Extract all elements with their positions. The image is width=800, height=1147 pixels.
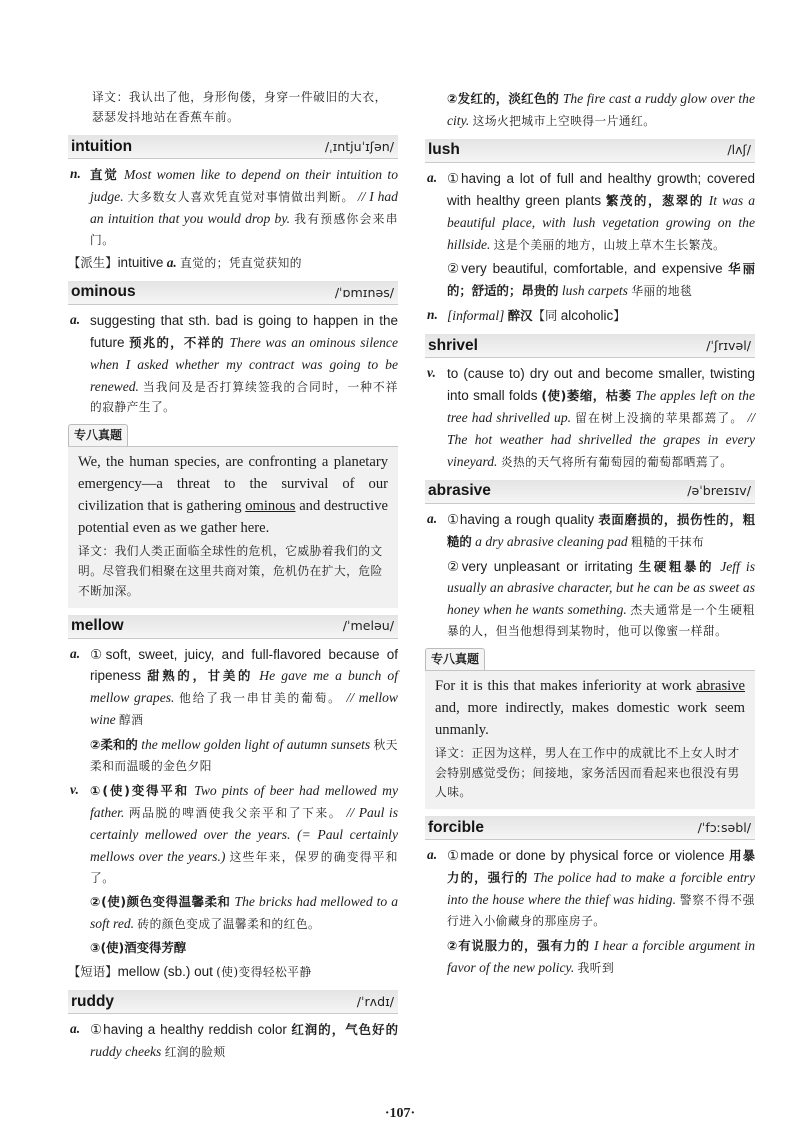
example: There was an ominous silence when I asked whether my contract was going to be renewed. <box>90 334 398 394</box>
continued-translation: 译文：我认出了他，身形佝偻，身穿一件破旧的大衣，瑟瑟发抖地站在香蕉车前。 <box>92 90 387 124</box>
entry-header-mellow <box>68 615 398 639</box>
definition-noun: n. 直觉 Most women like to depend on their intuition to judge. 大多数女人喜欢凭直觉对事情做出判断。 // I had an intuition that you would drop by. 我有预感你会来串门。 <box>70 166 398 248</box>
left-column <box>68 88 398 1063</box>
example: He gave me a bunch of mellow grapes. <box>90 668 398 706</box>
definition-adjective: a. suggesting that sth. bad is going to happen in the future 预兆的，不祥的 There was an ominous silence when I asked whether my contract was going to be renewed. 当我问及是否打算续签我的合同时，一种不祥的寂静产生了。 <box>70 311 398 415</box>
headword: mellow <box>71 616 124 634</box>
headword: ruddy <box>71 992 115 1010</box>
phrase: 【短语】mellow (sb.) out (使)变得轻松平静 <box>68 964 312 980</box>
part-of-speech: a. <box>70 311 81 327</box>
headword: shrivel <box>428 336 478 354</box>
exam-translation: 译文：正因为这样，男人在工作中的成就比不上女人时才会特别感觉受伤；间接地，家务活因而看起来也很没有男人味。 <box>435 745 740 800</box>
definition-verb-3: ③(使)酒变得芳醇 <box>90 940 187 956</box>
exam-label: 专八真题 <box>68 424 128 446</box>
headword: lush <box>428 141 460 159</box>
exam-box <box>425 670 755 809</box>
definition-adjective-1: a. ①having a lot of full and healthy growth; covered with healthy green plants 繁茂的，葱翠的 It was a beautiful place, with lush vegetation growing on the hillside. 这是个美丽的地方，山坡上草木生长繁茂。 <box>427 169 755 252</box>
part-of-speech: n. <box>427 307 438 323</box>
phonetic: /ˈrʌdɪ/ <box>356 993 394 1009</box>
exam-section <box>425 642 755 809</box>
entry-header-lush <box>425 139 755 163</box>
example-translation: 我有预感你会来串门。 <box>90 212 398 248</box>
part-of-speech: a. <box>427 510 438 526</box>
entry-header-forcible <box>425 816 755 840</box>
headword: intuition <box>71 137 133 155</box>
definition-noun: n. [informal] 醉汉【同 alcoholic】 <box>425 305 755 327</box>
definition-verb: v. to (cause to) dry out and become smaller, twisting into small folds (使)萎缩，枯萎 The apples left on the tree had shrivelled up. 留在树上没摘的苹果都蔫了。 // The hot weather had shrivelled the grapes in every vineyard. 炎热的天气将所有葡萄园的葡萄都晒蔫了。 <box>427 365 755 469</box>
part-of-speech: a. <box>427 169 438 185</box>
definition-adjective-1: a. ①soft, sweet, juicy, and full-flavored because of ripeness 甜熟的，甘美的 He gave me a bunch of mellow grapes. 他给了我一串甘美的葡萄。 // mellow wine 醇酒 <box>70 645 398 728</box>
phonetic: /ˈmeləu/ <box>342 618 394 634</box>
exam-sentence: We, the human species, are confronting a planetary emergency—a threat to the survival of our civilization that is gathering ominous and destructive potential even as we gather here. <box>78 454 388 536</box>
part-of-speech: a. <box>70 645 81 661</box>
definition-adjective-2: ②very beautiful, comfortable, and expensive 华丽的；舒适的；昂贵的 lush carpets 华丽的地毯 <box>447 261 756 299</box>
phonetic: /lʌʃ/ <box>727 142 751 158</box>
phonetic: /ˈɒmɪnəs/ <box>334 284 394 300</box>
exam-translation: 译文：我们人类正面临全球性的危机，它威胁着我们的文明。尽管我们相聚在这里共商对策，危机仍在扩大，危险不断加深。 <box>78 543 383 598</box>
phonetic: /ˈʃrɪvəl/ <box>706 337 751 353</box>
page-number: ·107· <box>384 1106 416 1121</box>
definition-adjective-2: ②有说服力的，强有力的 I hear a forcible argument in favor of the new policy. 我听到 <box>447 938 755 975</box>
part-of-speech: a. <box>427 847 438 863</box>
phonetic: /ˌɪntjuˈɪʃən/ <box>324 138 394 154</box>
definition-adjective-2: ②柔和的 the mellow golden light of autumn sunsets 秋天柔和而温暖的金色夕阳 <box>90 737 398 774</box>
headword: forcible <box>428 818 484 836</box>
part-of-speech: v. <box>427 365 436 381</box>
example: I had an intuition that you would drop by. <box>90 189 398 227</box>
definition-adjective-2: ②very unpleasant or irritating 生硬粗暴的 Jeff is usually an abrasive character, but he can be as sweet as honey when he wants something. 杰夫通常是一个生硬粗暴的人，但当他想得到某物时，他可以像蜜一样甜。 <box>447 558 755 639</box>
ruddy-definition-2: ②发红的，淡红色的 The fire cast a ruddy glow over the city. 这场火把城市上空映得一片通红。 <box>447 91 755 128</box>
derivative: 【派生】intuitive a. 直觉的；凭直觉获知的 <box>68 254 302 270</box>
exam-sentence: For it is this that makes inferiority at work abrasive and, more indirectly, makes domestic work seem unmanly. <box>435 678 745 738</box>
phonetic: /ˈfɔːsəbl/ <box>697 820 751 836</box>
part-of-speech: a. <box>70 1021 81 1037</box>
headword: abrasive <box>428 482 491 500</box>
exam-box <box>68 446 398 607</box>
right-column <box>425 88 755 979</box>
entry-header-intuition <box>68 135 398 159</box>
exam-label: 专八真题 <box>425 648 485 670</box>
definition-adjective-1: a. ①having a healthy reddish color 红润的，气色好的 ruddy cheeks 红润的脸颊 <box>70 1021 399 1060</box>
example-translation: 大多数女人喜欢凭直觉对事情做出判断。 <box>127 190 355 205</box>
part-of-speech: v. <box>70 781 79 797</box>
phonetic: /əˈbreɪsɪv/ <box>687 483 751 499</box>
definition-adjective-1: a. ①made or done by physical force or violence 用暴力的，强行的 The police had to make a forcible entry into the house where the thief was hiding. 警察不得不强行进入小偷藏身的那座房子。 <box>427 847 756 929</box>
definition-adjective-1: a. ①having a rough quality 表面磨损的，损伤性的，粗糙的 a dry abrasive cleaning pad 粗糙的干抹布 <box>427 510 755 549</box>
exam-section <box>68 418 398 607</box>
example: Most women like to depend on their intuition to judge. <box>90 167 398 205</box>
entry-header-abrasive <box>425 480 755 504</box>
part-of-speech: n. <box>70 166 81 182</box>
keyword: abrasive <box>696 678 745 695</box>
headword: ominous <box>71 283 136 301</box>
definition-verb-2: ②(使)颜色变得温馨柔和 The bricks had mellowed to a soft red. 砖的颜色变成了温馨柔和的红色。 <box>90 894 398 932</box>
entry-header-ominous <box>68 281 398 305</box>
definition-verb-1: v. ①(使)变得平和 Two pints of beer had mellowed my father. 两品脱的啤酒使我父亲平和了下来。 // Paul is certainly mellowed over the years. (= Paul certainly mellows over the years.) 这些年来，保罗的确变得平和了。 <box>70 781 398 885</box>
example-translation: 当我问及是否打算续签我的合同时，一种不祥的寂静产生了。 <box>90 379 398 415</box>
entry-header-ruddy <box>68 990 398 1014</box>
keyword: ominous <box>245 498 296 515</box>
entry-header-shrivel <box>425 334 755 358</box>
